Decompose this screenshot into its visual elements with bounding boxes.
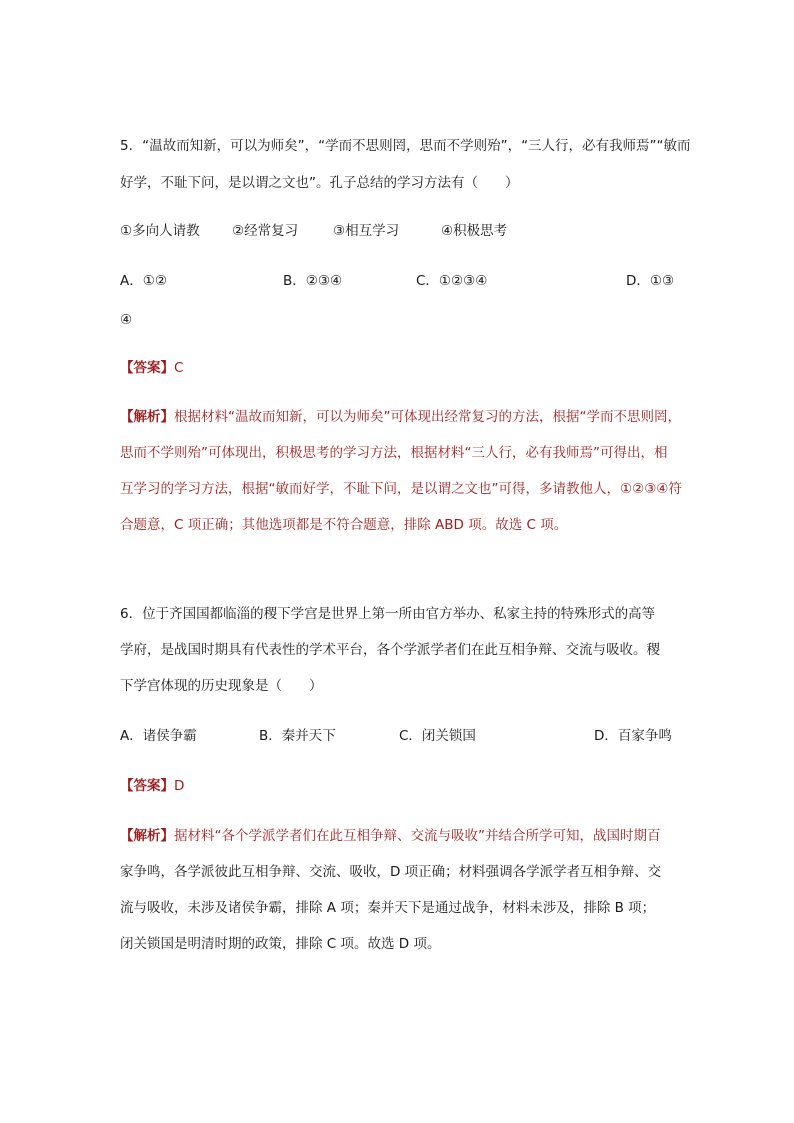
q5-stem-line-2: 好学，不耻下问，是以谓之文也”。孔子总结的学习方法有（ ） [120,175,519,191]
q5-answer [120,358,680,378]
q5-stem-line-1: 5．“温故而知新，可以为师矣”，“学而不思则罔，思而不学则殆”，“三人行，必有我师焉”“敏而 [120,138,691,154]
q5-option-d: D．①③ [626,273,675,289]
q6-answer-value: D [174,778,185,794]
q6-stem-line-2: 学府，是战国时期具有代表性的学术平台，各个学派学者们在此互相争辩、交流与吸收。稷 [120,642,660,658]
q5-analysis-line-4: 合题意，C 项正确；其他选项都是不符合题意，排除 ABD 项。故选 C 项。 [120,517,568,533]
q6-option-b: B．秦并天下 [259,728,336,744]
q6-stem-line-1: 6．位于齐国国都临淄的稷下学宫是世界上第一所由官方举办、私家主持的特殊形式的高等 [120,606,656,622]
q6-analysis-line-3: 流与吸收，未涉及诸侯争霸，排除 A 项；秦并天下是通过战争，材料未涉及，排除 B 项； [120,900,656,916]
q5-analysis-line-1 [120,407,680,427]
q5-option-c: C．①②③④ [416,273,488,289]
q5-answer-value: C [174,360,184,376]
q5-item-1: ①多向人请教 [120,223,200,239]
q6-answer-tag: 【答案】 [120,778,174,794]
q5-option-d-wrap: ④ [120,312,133,328]
q5-analysis-tag: 【解析】 [120,409,174,425]
q5-item-4: ④积极思考 [441,223,508,239]
q6-stem-line-3: 下学宫体现的历史现象是（ ） [120,678,323,694]
q6-analysis-line-1 [120,826,680,846]
q6-analysis-tag: 【解析】 [120,828,174,844]
q6-option-d: D．百家争鸣 [594,728,672,744]
q6-analysis-text-1: 据材料“各个学派学者们在此互相争辩、交流与吸收”并结合所学可知，战国时期百 [174,828,661,844]
q6-analysis-line-4: 闭关锁国是明清时期的政策，排除 C 项。故选 D 项。 [120,936,441,952]
q5-item-2: ②经常复习 [232,223,299,239]
q5-analysis-line-2: 思而不学则殆”可体现出，积极思考的学习方法，根据材料“三人行，必有我师焉”可得出，相 [120,445,668,461]
q6-answer [120,776,680,796]
q5-item-3: ③相互学习 [333,223,400,239]
q6-option-c: C．闭关锁国 [399,728,476,744]
q5-answer-tag: 【答案】 [120,360,174,376]
q6-analysis-line-2: 家争鸣，各学派彼此互相争辩、交流、吸收，D 项正确；材料强调各学派学者互相争辩、交 [120,864,662,880]
q5-analysis-text-1: 根据材料“温故而知新，可以为师矣”可体现出经常复习的方法，根据“学而不思则罔， [174,409,681,425]
q6-option-a: A．诸侯争霸 [120,728,197,744]
q5-analysis-line-3: 互学习的学习方法，根据“敏而好学，不耻下问，是以谓之文也”可得，多请教他人，①②③④符 [120,481,682,497]
q5-option-b: B．②③④ [283,273,343,289]
q5-option-a: A．①② [120,273,167,289]
